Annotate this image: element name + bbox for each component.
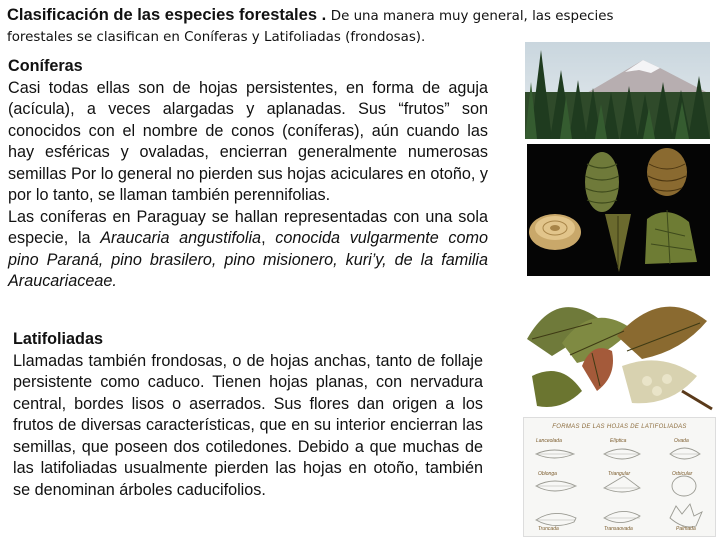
broadleaf-leaves-illustration: [522, 281, 714, 414]
leaf-label-5: Triangular: [608, 471, 631, 477]
latifoliadas-section: [13, 329, 483, 501]
conifer-forest-photo: [525, 42, 710, 139]
leaf-label-2: Elíptica: [610, 438, 627, 444]
leaf-label-7: Truncada: [538, 526, 559, 532]
latifoliadas-paragraph: Llamadas también frondosas, o de hojas anchas, tanto de follaje persistente como caduco. Tienen hojas planas, con nervadura central, bordes lisos o aserrados. Sus flores dan origen a los frutos de diversas características, que en su interior encierran las semillas, que poseen dos cotiledones. Debido a que muchas de las latifoliadas usualmente pierden las hojas en otoño, también se denominan árboles caducifolios.: [13, 351, 483, 499]
latifoliadas-heading: Latifoliadas: [13, 330, 103, 348]
leaf-label-3: Ovada: [674, 438, 689, 444]
title-continuation: forestales se clasifican en Coníferas y Latifoliadas (frondosas).: [7, 30, 426, 45]
page-title: [7, 5, 717, 27]
coniferas-p2-a: Las coníferas en Paraguay se hallan representadas con una sola especie, la: [8, 207, 488, 247]
coniferas-section: [8, 56, 488, 293]
leaf-label-4: Oblonga: [538, 471, 557, 477]
leaf-label-6: Orbicular: [672, 471, 693, 477]
coniferas-heading: Coníferas: [8, 57, 83, 75]
leaf-label-1: Lanceolada: [536, 438, 562, 444]
leaf-label-9: Palmada: [676, 526, 696, 532]
common-names: conocida vulgarmente como pino Paraná, pino brasilero, pino misionero, kuri’y, de la familia Araucariaceae.: [8, 229, 489, 290]
title-intro: De una manera muy general, las especies: [330, 9, 614, 24]
title-bold: Clasificación de las especies forestales .: [7, 6, 327, 24]
coniferas-paragraph-1: Casi todas ellas son de hojas persistentes, en forma de aguja (acícula), a veces alargadas y aplanadas. Sus “frutos” son conocidos con el nombre de conos (coníferas), aún cuando las hay esféricas y ovaladas, encierran generalmente numerosas semillas Por lo general no pierden sus hojas aciculares en otoño, y por lo tanto, se llaman también perennifolias.: [8, 78, 488, 204]
conifer-cones-illustration: [527, 144, 710, 276]
species-name: Araucaria angustifolia: [100, 229, 262, 247]
leaf-chart-title: FORMAS DE LAS HOJAS DE LATIFOLIADAS: [552, 424, 687, 430]
coniferas-paragraph-2: [8, 207, 488, 293]
coniferas-p2-b: ,: [261, 229, 276, 247]
leaf-shapes-chart: [523, 417, 716, 537]
leaf-label-8: Transaovada: [604, 526, 633, 532]
